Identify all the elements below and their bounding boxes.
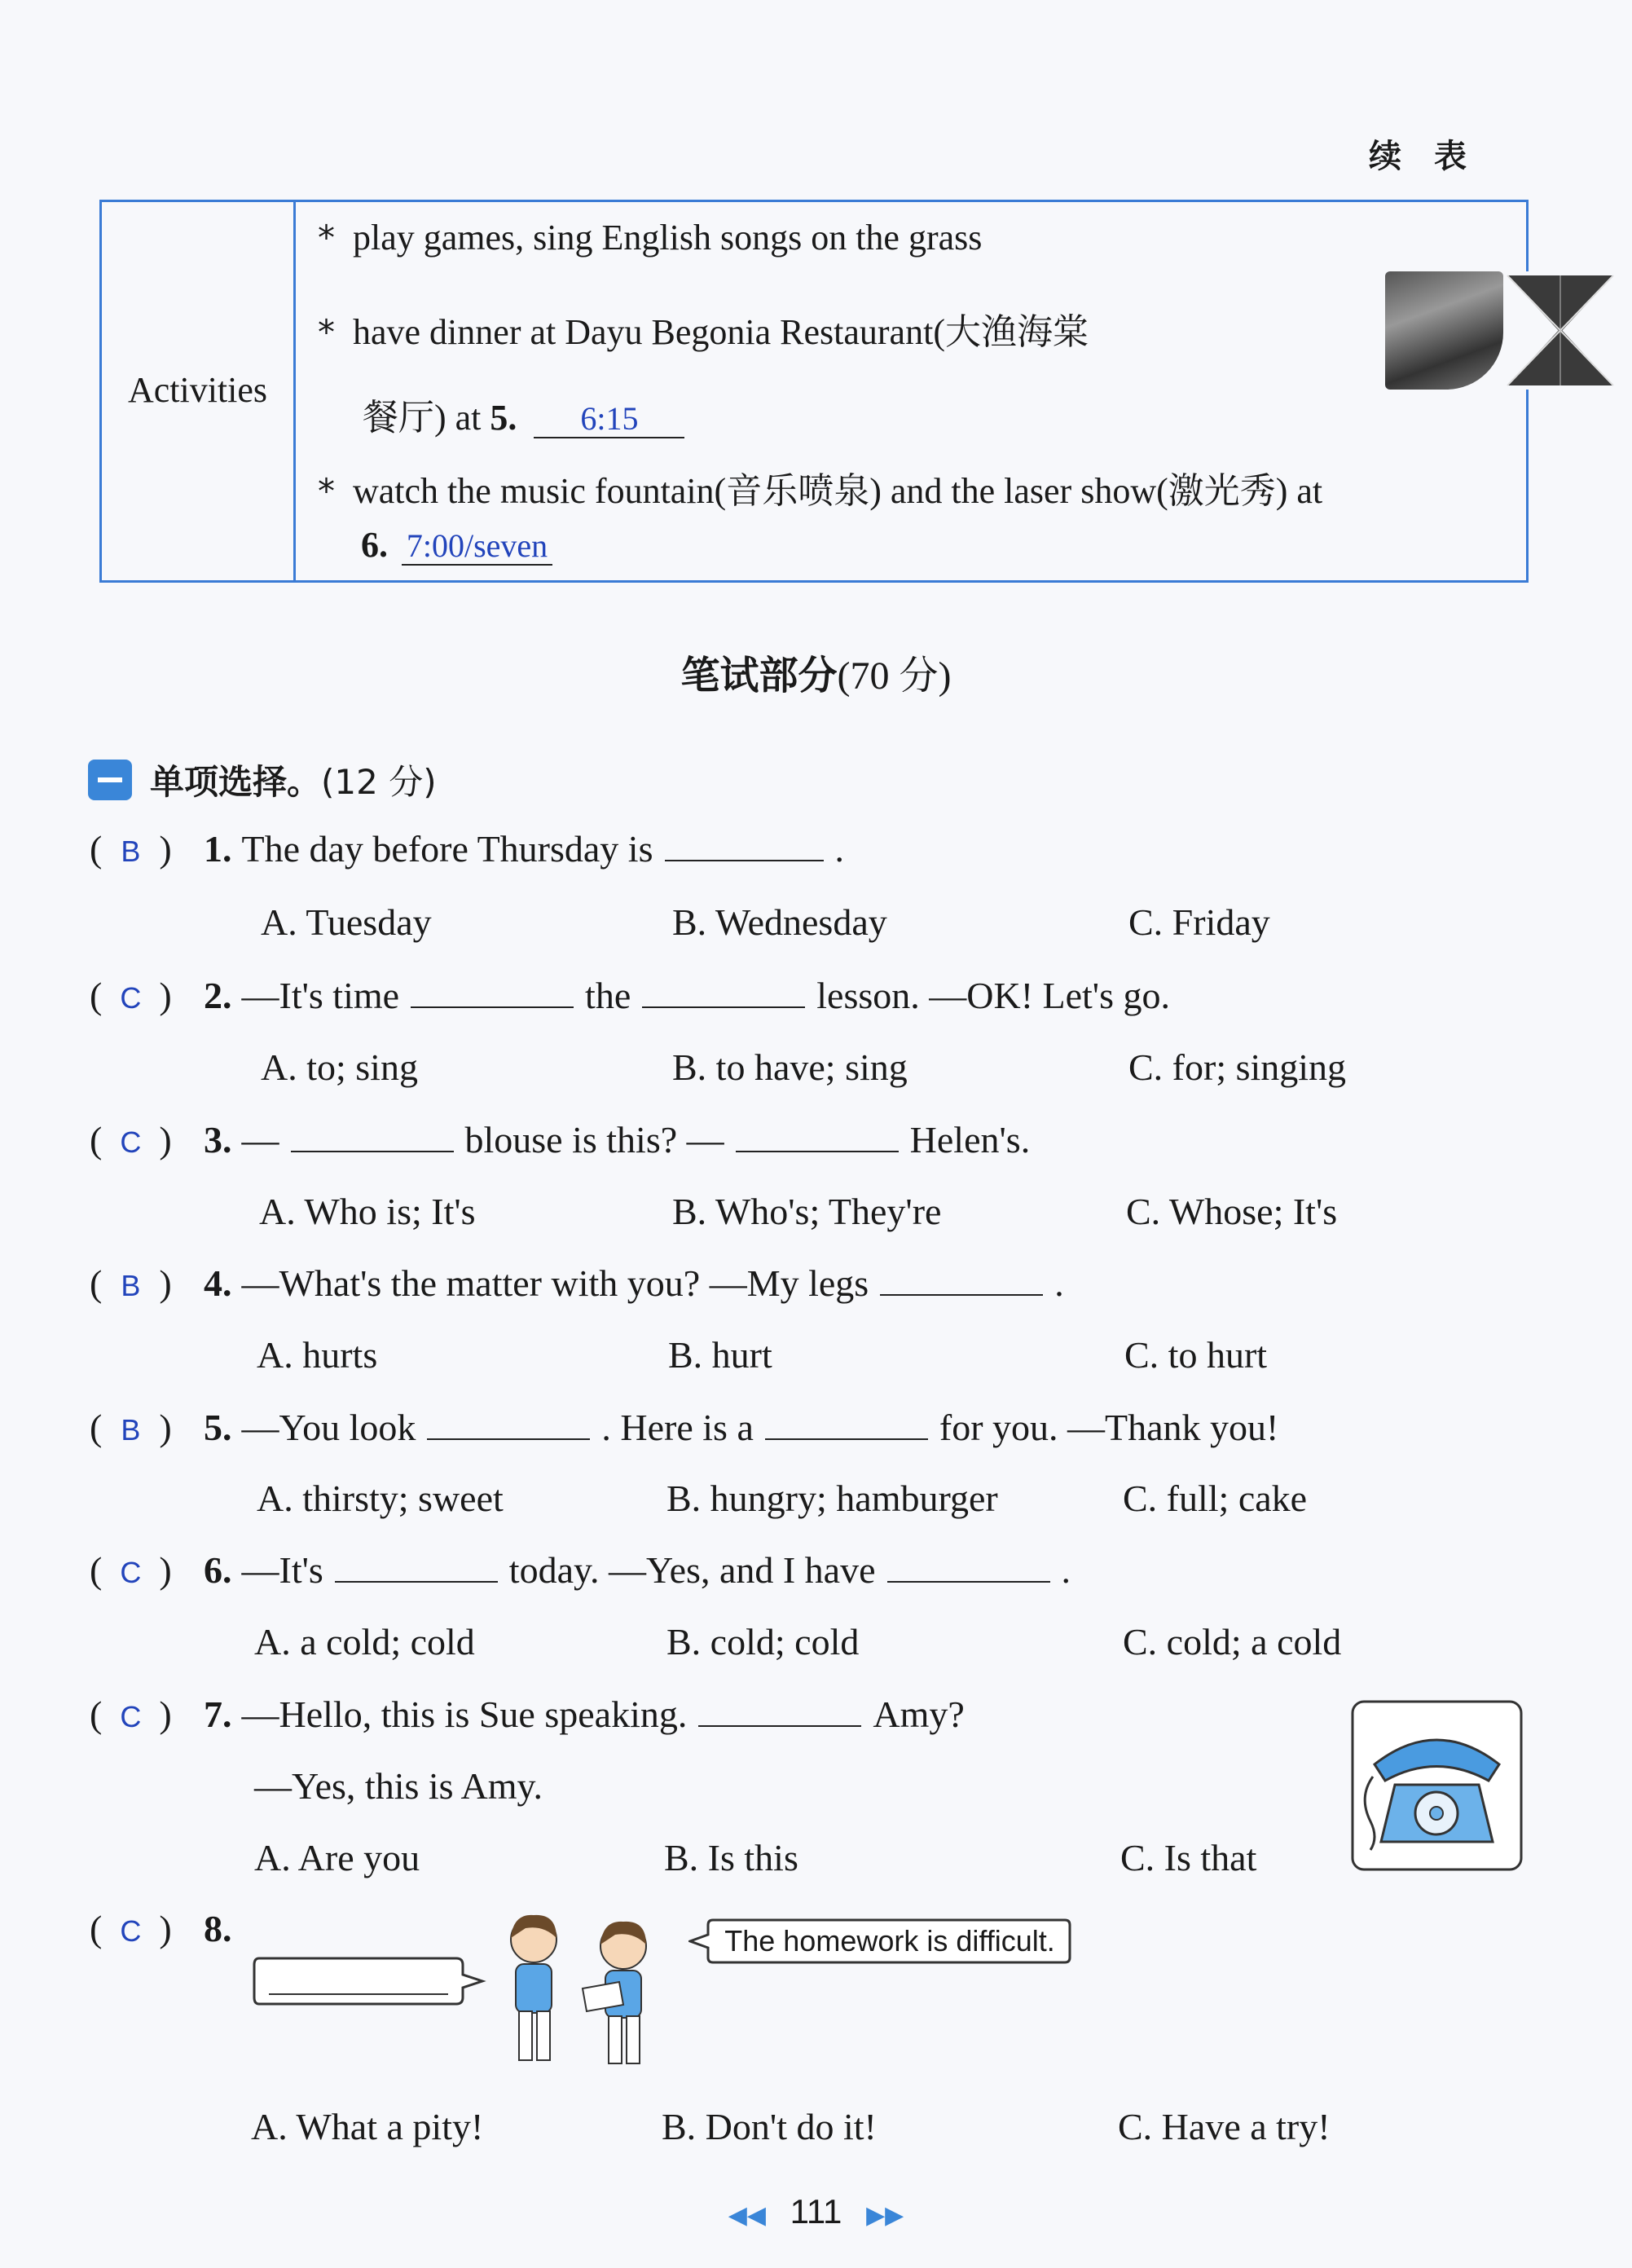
option-b: B. hungry; hamburger	[666, 1478, 998, 1519]
blank	[411, 977, 574, 1008]
option-a: A. What a pity!	[251, 2106, 484, 2147]
question-7-line-2: —Yes, this is Amy.	[254, 1765, 543, 1807]
blank	[880, 1265, 1043, 1296]
question-7: ( C ) 7. —Hello, this is Sue speaking. Amy?	[90, 1693, 965, 1735]
option-a: A. thirsty; sweet	[257, 1478, 504, 1519]
option-c: C. for; singing	[1128, 1046, 1347, 1088]
telephone-icon	[1350, 1699, 1524, 1872]
answer-badge: C	[120, 1914, 142, 1948]
part-1-heading: 单项选择。 (12 分)	[88, 755, 437, 804]
option-a: A. Tuesday	[261, 901, 432, 943]
activity-item-2: * have dinner at Dayu Begonia Restaurant(大渔海棠	[318, 312, 1089, 352]
option-a: A. a cold; cold	[254, 1621, 475, 1662]
option-c: C. to hurt	[1124, 1334, 1268, 1376]
answer-badge: B	[121, 1269, 141, 1302]
continued-label: 续表	[1369, 138, 1499, 175]
answer-badge: C	[120, 1125, 142, 1159]
blank	[736, 1121, 899, 1152]
option-c: C. Friday	[1128, 901, 1270, 943]
option-c: C. Have a try!	[1118, 2106, 1331, 2147]
question-8: ( C ) 8.	[90, 1908, 232, 1949]
answer-badge: B	[121, 835, 141, 868]
question-1: ( B ) 1. The day before Thursday is .	[90, 828, 844, 870]
blank	[335, 1552, 498, 1583]
answer-6: 7:00/seven	[402, 528, 552, 566]
option-a: A. to; sing	[261, 1046, 418, 1088]
activity-item-2-cont: 餐厅) at 5. 6:15	[363, 388, 684, 440]
speech-bubble: The homework is difficult.	[688, 1917, 1071, 1966]
option-c: C. full; cake	[1123, 1478, 1308, 1519]
answer-badge: B	[121, 1413, 141, 1447]
next-arrow-icon: ▶▶	[866, 2202, 904, 2229]
option-c: C. Is that	[1120, 1837, 1257, 1878]
option-a: A. Are you	[254, 1837, 420, 1878]
laser-show-image	[1503, 271, 1617, 390]
question-3: ( C ) 3. — blouse is this? — Helen's.	[90, 1119, 1031, 1160]
table-divider	[293, 202, 296, 580]
empty-speech-bubble	[253, 1952, 489, 2009]
activity-item-3-cont: 6. 7:00/seven	[361, 524, 552, 566]
section-title: 笔试部分(70 分)	[680, 653, 952, 698]
option-c: C. Whose; It's	[1126, 1191, 1338, 1232]
blank	[665, 830, 824, 861]
question-4: ( B ) 4. —What's the matter with you? —My legs .	[90, 1262, 1064, 1304]
option-b: B. cold; cold	[666, 1621, 860, 1662]
option-b: B. to have; sing	[672, 1046, 908, 1088]
option-c: C. cold; a cold	[1123, 1621, 1342, 1662]
answer-5: 6:15	[534, 401, 684, 438]
blank	[642, 977, 805, 1008]
blank	[765, 1409, 928, 1440]
blank	[887, 1552, 1050, 1583]
activities-label: Activities	[127, 370, 268, 410]
two-boys-illustration	[493, 1907, 688, 2078]
page-number: ◀◀ 111 ▶▶	[728, 2192, 904, 2231]
answer-badge: C	[120, 1700, 142, 1733]
prev-arrow-icon: ◀◀	[728, 2202, 766, 2229]
question-5: ( B ) 5. —You look . Here is a for you. —Thank you!	[90, 1407, 1279, 1448]
star-icon: *	[318, 218, 335, 258]
answer-badge: C	[120, 1556, 142, 1589]
option-b: B. Is this	[664, 1837, 798, 1878]
star-icon: *	[318, 312, 335, 352]
restaurant-photo	[1385, 271, 1503, 390]
blank	[698, 1696, 861, 1727]
option-b: B. Who's; They're	[672, 1191, 942, 1232]
answer-badge: C	[120, 981, 142, 1015]
option-a: A. hurts	[257, 1334, 378, 1376]
option-b: B. Wednesday	[672, 901, 887, 943]
star-icon: *	[318, 471, 335, 511]
blank	[291, 1121, 454, 1152]
activities-table	[99, 200, 1529, 583]
activity-item-1: * play games, sing English songs on the grass	[318, 218, 983, 258]
question-2: ( C ) 2. —It's time the lesson. —OK! Let's go.	[90, 975, 1170, 1016]
blank	[427, 1409, 590, 1440]
activity-item-3: * watch the music fountain(音乐喷泉) and the laser show(激光秀) at	[318, 471, 1323, 511]
option-b: B. Don't do it!	[662, 2106, 877, 2147]
question-6: ( C ) 6. —It's today. —Yes, and I have .	[90, 1549, 1071, 1591]
option-b: B. hurt	[668, 1334, 772, 1376]
option-a: A. Who is; It's	[259, 1191, 476, 1232]
section-one-badge-icon	[88, 760, 132, 800]
